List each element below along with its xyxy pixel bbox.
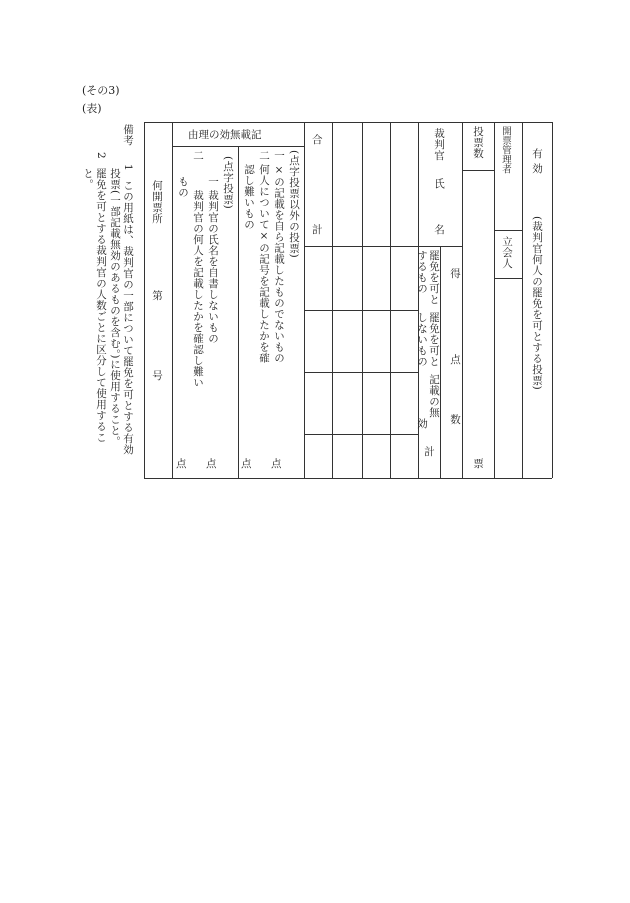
points-unit: 点 — [206, 458, 217, 470]
side-label: (表) — [82, 102, 102, 115]
dismiss-no-line2: しないもの — [416, 312, 428, 367]
remarks-note1-number: 1 — [122, 164, 134, 172]
valid-label: 有 効 — [531, 148, 543, 174]
judge-name-label-1: 裁判官 — [433, 128, 445, 161]
points-unit: 点 — [271, 458, 282, 470]
remarks-note1-line1: この用紙は、裁判官の一部について罷免を可とする有効 — [122, 180, 134, 455]
dismiss-yes-line1: 罷免を可と — [428, 250, 440, 305]
judge-name-label-3: 名 — [433, 224, 445, 235]
vote-count-label: 投票数 — [472, 126, 484, 159]
invalid-entry-line2: 効 — [416, 418, 428, 429]
number-prefix-label: 第 — [151, 290, 163, 301]
counting-manager-label: 開票管理者 — [500, 126, 511, 174]
reason-4-line2: もの — [177, 176, 189, 198]
non-braille-header: (点字投票以外の投票) — [288, 150, 300, 259]
score-label-2: 点 — [449, 354, 461, 365]
score-label-3: 数 — [449, 414, 461, 425]
reason-1-text: ×の記載を自ら記載したものでないもの — [273, 164, 285, 364]
vote-unit: 票 — [472, 458, 484, 469]
reason-2-number: 二 — [258, 150, 270, 161]
invalid-entry-line1: 記載の無 — [428, 374, 440, 418]
remarks-note2-number: 2 — [95, 152, 107, 160]
remarks-note2-line2: と。 — [82, 168, 94, 190]
braille-header: (点字投票) — [222, 156, 234, 210]
total-label-top: 合 — [312, 134, 323, 146]
invalid-reasons-title: 由理の効無載記 — [188, 129, 262, 141]
reason-1-number: 一 — [273, 150, 285, 161]
number-suffix-label: 号 — [151, 370, 163, 381]
reason-2-line1: 何人について×の記号を記載したかを確 — [258, 164, 270, 364]
judge-name-label-2: 氏 — [433, 178, 445, 189]
polling-place-label: 何開票所 — [151, 180, 163, 224]
reason-4-number: 二 — [192, 150, 204, 161]
valid-subtitle: (裁判官何人の罷免を可とする投票) — [531, 216, 543, 391]
witness-label: 立会人 — [501, 236, 513, 269]
remarks-title: 備考 — [122, 124, 134, 146]
subtotal-label: 計 — [423, 446, 435, 457]
reason-3-text: 裁判官の氏名を自書しないもの — [207, 190, 219, 344]
remarks-note1-line2: 投票(一部記載無効のあるものを含む。)に使用すること。 — [109, 168, 121, 447]
reason-2-line2: 認し難いもの — [243, 164, 255, 230]
reason-4-line1: 裁判官の何人を記載したかを確認し難い — [192, 190, 204, 388]
score-label-1: 得 — [449, 268, 461, 279]
dismiss-no-line1: 罷免を可と — [428, 312, 440, 367]
points-unit: 点 — [176, 458, 187, 470]
dismiss-yes-line2: するもの — [416, 250, 428, 294]
points-unit: 点 — [241, 458, 252, 470]
reason-3-number: 一 — [207, 176, 219, 187]
remarks-note2-line1: 罷免を可とする裁判官の人数ごとに区分して使用するこ — [95, 168, 107, 443]
page-number-label: (その3) — [82, 84, 120, 97]
total-label-bottom: 計 — [312, 224, 323, 236]
